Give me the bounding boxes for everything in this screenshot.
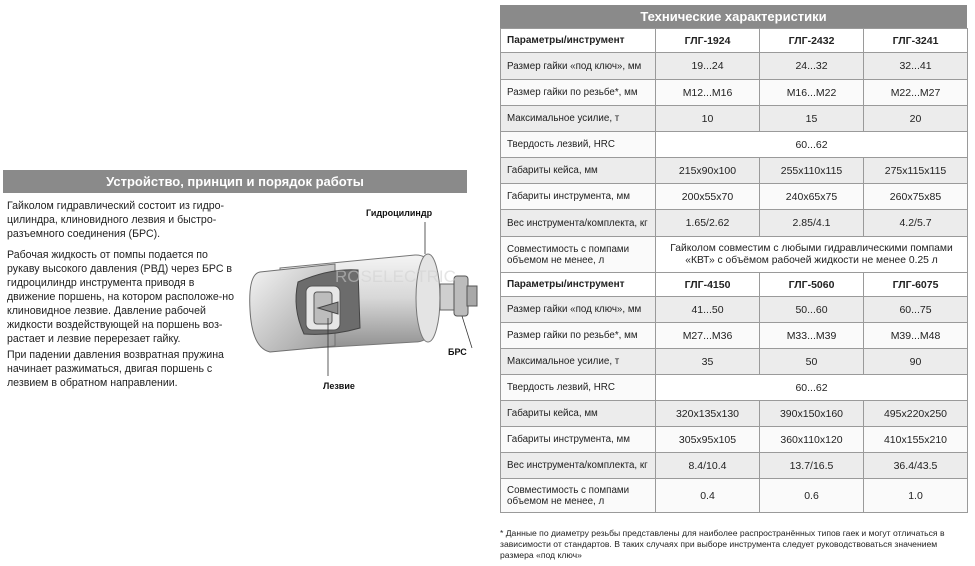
- row-label: Габариты инструмента, мм: [501, 427, 656, 453]
- table-row: [501, 184, 968, 210]
- table-title: Технические характеристики: [500, 5, 967, 28]
- row-label: Размер гайки по резьбе*, мм: [501, 80, 656, 106]
- row-label: Вес инструмента/комплекта, кг: [501, 210, 656, 237]
- cell: М27...М36: [656, 323, 760, 349]
- table-header-row: [501, 273, 968, 297]
- cell: 275х115х115: [864, 158, 968, 184]
- label-blade: Лезвие: [323, 381, 355, 391]
- table-row: [501, 427, 968, 453]
- table-row: [501, 106, 968, 132]
- cell: 200х55х70: [656, 184, 760, 210]
- model-header: ГЛГ-5060: [760, 273, 864, 297]
- cell: 8.4/10.4: [656, 453, 760, 479]
- cell: 260х75х85: [864, 184, 968, 210]
- model-header: ГЛГ-4150: [656, 273, 760, 297]
- cell: 20: [864, 106, 968, 132]
- cell: М12...М16: [656, 80, 760, 106]
- row-label: Максимальное усилие, т: [501, 106, 656, 132]
- table-header-row: [501, 29, 968, 53]
- row-label: Максимальное усилие, т: [501, 349, 656, 375]
- cell: 360х110х120: [760, 427, 864, 453]
- row-label: Совместимость с помпами объемом не менее, л: [501, 237, 656, 273]
- table-row: [501, 297, 968, 323]
- param-header: Параметры/инструмент: [501, 29, 656, 53]
- cell: 495х220х250: [864, 401, 968, 427]
- table-row: [501, 210, 968, 237]
- cell: 10: [656, 106, 760, 132]
- cell: 13.7/16.5: [760, 453, 864, 479]
- table-row: [501, 401, 968, 427]
- label-cylinder: Гидроцилиндр: [366, 208, 433, 218]
- cell: 41...50: [656, 297, 760, 323]
- cell: 255х110х115: [760, 158, 864, 184]
- table-row: [501, 237, 968, 273]
- cell: 390х150х160: [760, 401, 864, 427]
- cell: 0.4: [656, 479, 760, 513]
- paragraph-text: Рабочая жидкость от помпы подается по рукаву высокого давления (РВД) через БРС в гидроцилиндр инструмента приводя в движение поршень, на котором расположе-но клиновидное лезвие. Давление рабочей жидкости воздействующей на поршень воз-растает и лезвие перерезает гайку.: [7, 249, 235, 345]
- table-row: [501, 479, 968, 513]
- cell: 0.6: [760, 479, 864, 513]
- cell: 35: [656, 349, 760, 375]
- label-brs: БРС: [448, 347, 467, 357]
- row-label: Размер гайки «под ключ», мм: [501, 53, 656, 80]
- model-header: ГЛГ-1924: [656, 29, 760, 53]
- paragraph-text: Гайколом гидравлический состоит из гидро-цилиндра, клиновидного лезвия и быстро-разъемного соединения (БРС).: [7, 200, 225, 240]
- cell: 305х95х105: [656, 427, 760, 453]
- table-row: [501, 132, 968, 158]
- description-paragraph-1: [7, 199, 235, 241]
- row-label: Совместимость с помпами объемом не менее, л: [501, 479, 656, 513]
- param-header: Параметры/инструмент: [501, 273, 656, 297]
- table-row: [501, 80, 968, 106]
- row-label: Твердость лезвий, HRC: [501, 132, 656, 158]
- cell: 32...41: [864, 53, 968, 80]
- row-label: Габариты кейса, мм: [501, 158, 656, 184]
- table-row: [501, 53, 968, 80]
- cell: М39...М48: [864, 323, 968, 349]
- footnote: * Данные по диаметру резьбы представлены для наиболее распространённых типов гаек и могут отличаться в зависимости от стандартов. В таких случаях при выборе инструмента следует руководствоваться значением размера «под ключ»: [500, 528, 945, 560]
- model-header: ГЛГ-6075: [864, 273, 968, 297]
- specs-table: [500, 28, 968, 513]
- cell: 4.2/5.7: [864, 210, 968, 237]
- cell: 50...60: [760, 297, 864, 323]
- cell: 320х135х130: [656, 401, 760, 427]
- cell: 240х65х75: [760, 184, 864, 210]
- cell: 50: [760, 349, 864, 375]
- table-row: [501, 323, 968, 349]
- cell: М22...М27: [864, 80, 968, 106]
- cell: 36.4/43.5: [864, 453, 968, 479]
- table-row: [501, 453, 968, 479]
- table-row: [501, 375, 968, 401]
- model-header: ГЛГ-2432: [760, 29, 864, 53]
- cell: 19...24: [656, 53, 760, 80]
- cell: 1.65/2.62: [656, 210, 760, 237]
- section-title: Устройство, принцип и порядок работы: [3, 170, 467, 193]
- cell: 1.0: [864, 479, 968, 513]
- paragraph-text: При падении давления возвратная пружина начинает разжиматься, двигая поршень с лезвием в обратном направлении.: [7, 349, 224, 389]
- cell: 15: [760, 106, 864, 132]
- row-label: Вес инструмента/комплекта, кг: [501, 453, 656, 479]
- specs-table-wrapper: [500, 5, 967, 513]
- cell: 215х90х100: [656, 158, 760, 184]
- row-label: Размер гайки по резьбе*, мм: [501, 323, 656, 349]
- table-row: [501, 158, 968, 184]
- description-paragraph-3: [7, 348, 235, 390]
- cell: 24...32: [760, 53, 864, 80]
- table-row: [501, 349, 968, 375]
- row-label: Габариты кейса, мм: [501, 401, 656, 427]
- cell: М16...М22: [760, 80, 864, 106]
- cell: 410х155х210: [864, 427, 968, 453]
- row-label: Размер гайки «под ключ», мм: [501, 297, 656, 323]
- span-cell: Гайколом совместим с любыми гидравлическими помпами «КВТ» с объёмом рабочей жидкости не менее 0.25 л: [656, 237, 968, 273]
- row-label: Твердость лезвий, HRC: [501, 375, 656, 401]
- cell: 60...75: [864, 297, 968, 323]
- cell: 90: [864, 349, 968, 375]
- cell: М33...М39: [760, 323, 864, 349]
- span-cell: 60...62: [656, 132, 968, 158]
- row-label: Габариты инструмента, мм: [501, 184, 656, 210]
- span-cell: 60...62: [656, 375, 968, 401]
- cell: 2.85/4.1: [760, 210, 864, 237]
- description-paragraph-2: [7, 248, 235, 346]
- model-header: ГЛГ-3241: [864, 29, 968, 53]
- watermark: ROSELECTRIC: [335, 267, 456, 286]
